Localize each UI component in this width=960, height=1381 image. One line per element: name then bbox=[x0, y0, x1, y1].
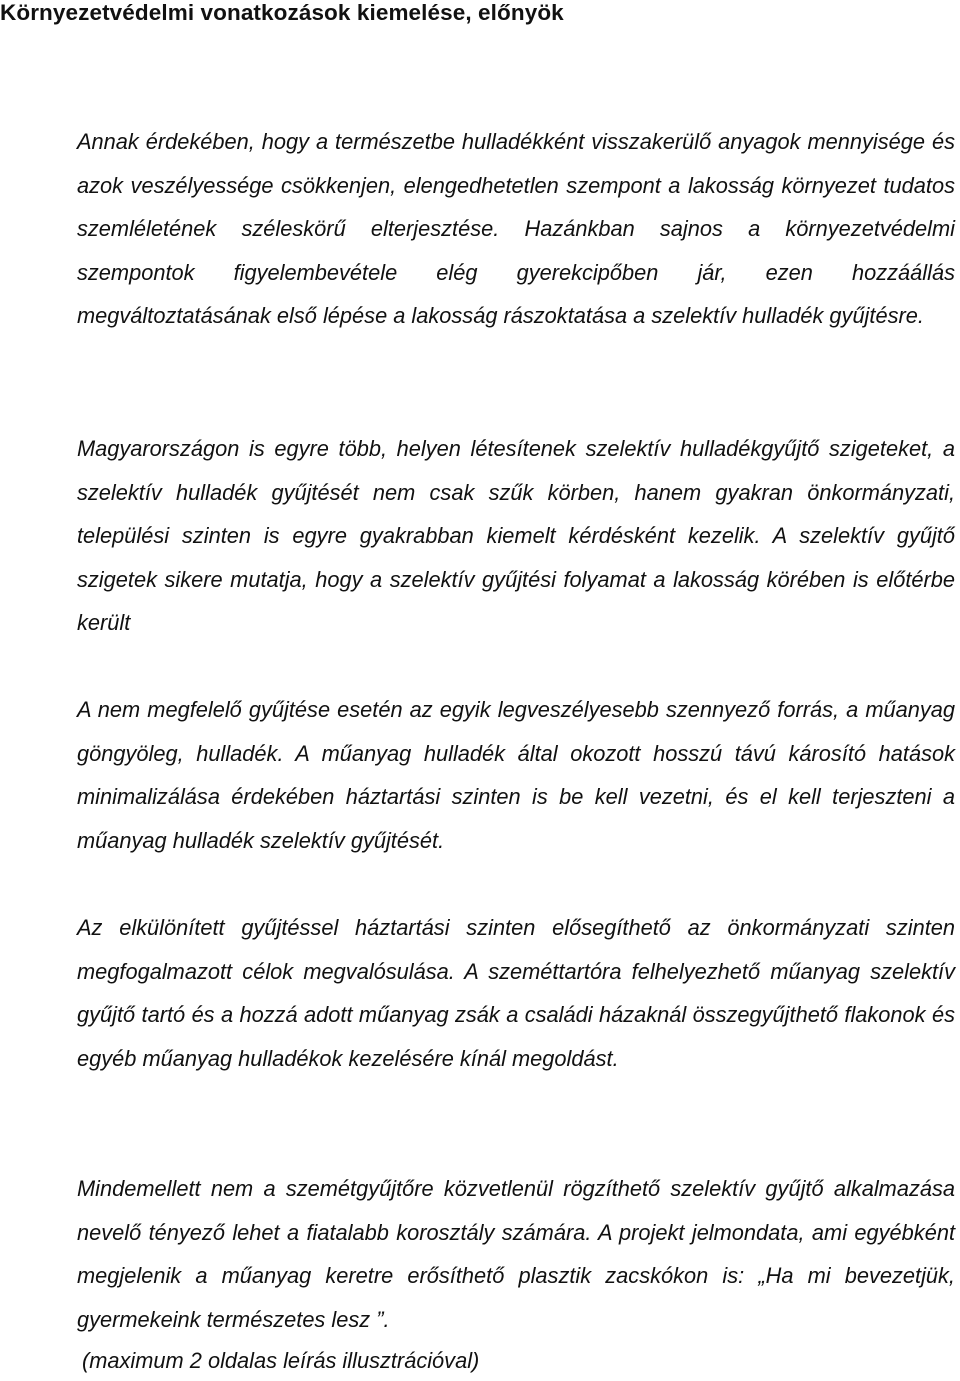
paragraph-2: Magyarországon is egyre több, helyen létesítenek szelektív hulladékgyűjtő szigeteket, a szelektív hulladék gyűjtését nem csak szűk körben, hanem gyakran önkormányzati, települési szinten is egyre gyakrabban kiemelt kérdésként kezelik. A szelektív gyűjtő szigetek sikere mutatja, hogy a szelektív gyűjtési folyamat a lakosság körében is előtérbe került bbox=[77, 436, 955, 636]
page-title: Környezetvédelmi vonatkozások kiemelése, előnyök bbox=[0, 0, 564, 25]
paragraph-4: Az elkülönített gyűjtéssel háztartási szinten elősegíthető az önkormányzati szinten megfogalmazott célok megvalósulása. A szeméttartóra felhelyezhető műanyag szelektív gyűjtő tartó és a hozzá adott műanyag zsák a családi házaknál összegyűjthető flakonok és egyéb műanyag hulladékok kezelésére kínál megoldást. bbox=[77, 915, 955, 1071]
paragraph-5: Mindemellett nem a szemétgyűjtőre közvetlenül rögzíthető szelektív gyűjtő alkalmazása nevelő tényező lehet a fiatalabb korosztály számára. A projekt jelmondata, ami egyébként megjelenik a műanyag keretre erősíthető plasztik zacskókon is: „Ha mi bevezetjük, gyermekeink természetes lesz ”. bbox=[77, 1176, 955, 1332]
footnote: (maximum 2 oldalas leírás illusztrációval) bbox=[82, 1348, 480, 1373]
paragraph-3: A nem megfelelő gyűjtése esetén az egyik legveszélyesebb szennyező forrás, a műanyag göngyöleg, hulladék. A műanyag hulladék által okozott hosszú távú károsító hatások minimalizálása érdekében háztartási szinten is be kell vezetni, és el kell terjeszteni a műanyag hulladék szelektív gyűjtését. bbox=[77, 697, 955, 853]
paragraph-1: Annak érdekében, hogy a természetbe hulladékként visszakerülő anyagok mennyisége és azok veszélyessége csökkenjen, elengedhetetlen szempont a lakosság környezet tudatos szemléletének széleskörű elterjesztése. Hazánkban sajnos a környezetvédelmi szempontok figyelembevétele elég gyerekcipőben jár, ezen hozzáállás megváltoztatásának első lépése a lakosság rászoktatása a szelektív hulladék gyűjtésre. bbox=[77, 129, 955, 329]
